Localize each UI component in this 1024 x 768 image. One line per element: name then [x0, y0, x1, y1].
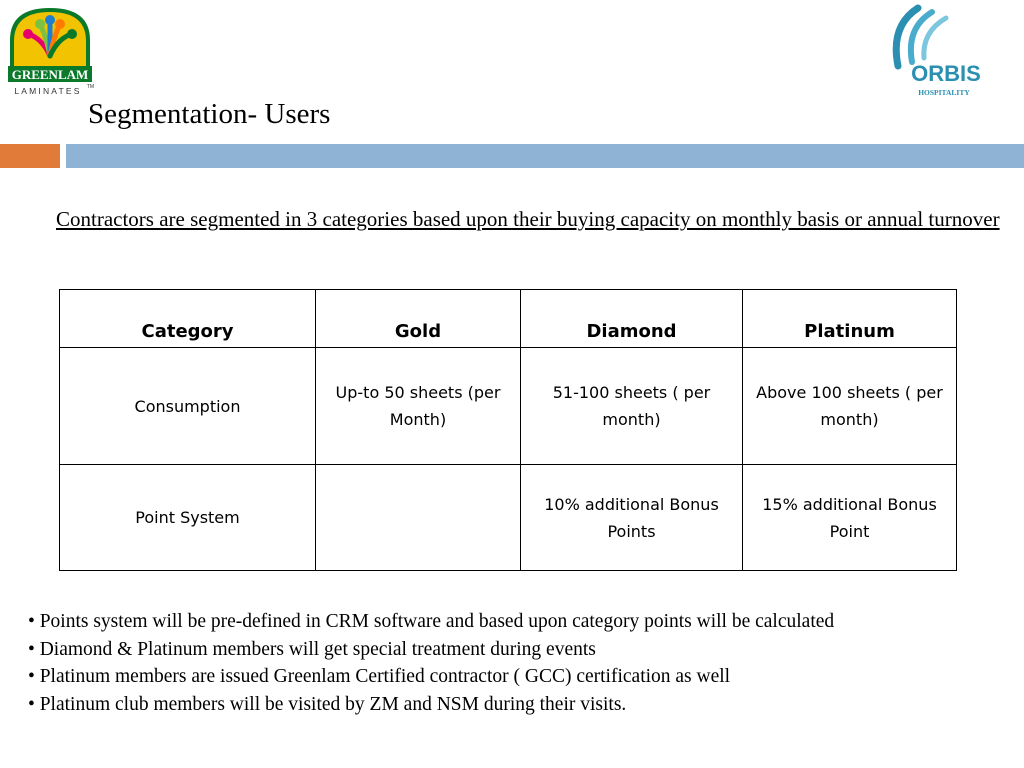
- table-cell: 10% additional Bonus Points: [521, 465, 743, 571]
- slide-title: Segmentation- Users: [88, 98, 331, 130]
- table-cell: 51-100 sheets ( per month): [521, 348, 743, 465]
- greenlam-logo-sub: LAMINATES: [14, 86, 82, 96]
- greenlam-logo: [4, 4, 96, 96]
- table-cell: Above 100 sheets ( per month): [743, 348, 957, 465]
- orbis-logo: [884, 4, 996, 100]
- table-header: Platinum: [743, 290, 957, 348]
- table-cell: [316, 465, 521, 571]
- bullet-item: • Points system will be pre-defined in CRM software and based upon category points will be calculated: [28, 608, 1018, 636]
- greenlam-logo-tm: TM: [86, 84, 94, 90]
- table-cell: 15% additional Bonus Point: [743, 465, 957, 571]
- table-row: [60, 348, 957, 465]
- bullet-list: [28, 608, 1018, 718]
- table-header: Gold: [316, 290, 521, 348]
- orange-accent-bar: [0, 144, 60, 168]
- blue-accent-bar: [66, 144, 1024, 168]
- segmentation-table: [59, 289, 957, 571]
- bullet-item: • Platinum club members will be visited by ZM and NSM during their visits.: [28, 691, 1018, 719]
- table-cell: Consumption: [60, 348, 316, 465]
- table-row: [60, 465, 957, 571]
- table-header-row: [60, 290, 957, 348]
- table-cell: Up-to 50 sheets (per Month): [316, 348, 521, 465]
- intro-text: Contractors are segmented in 3 categories based upon their buying capacity on monthly basis or annual turnover: [56, 207, 1000, 231]
- greenlam-logo-name: GREENLAM: [11, 67, 89, 82]
- orbis-logo-name: ORBIS: [911, 61, 981, 86]
- bullet-item: • Diamond & Platinum members will get special treatment during events: [28, 636, 1018, 664]
- table-header: Category: [60, 290, 316, 348]
- bullet-item: • Platinum members are issued Greenlam Certified contractor ( GCC) certification as well: [28, 663, 1018, 691]
- table-cell: Point System: [60, 465, 316, 571]
- orbis-logo-sub: HOSPITALITY: [918, 88, 970, 97]
- table-header: Diamond: [521, 290, 743, 348]
